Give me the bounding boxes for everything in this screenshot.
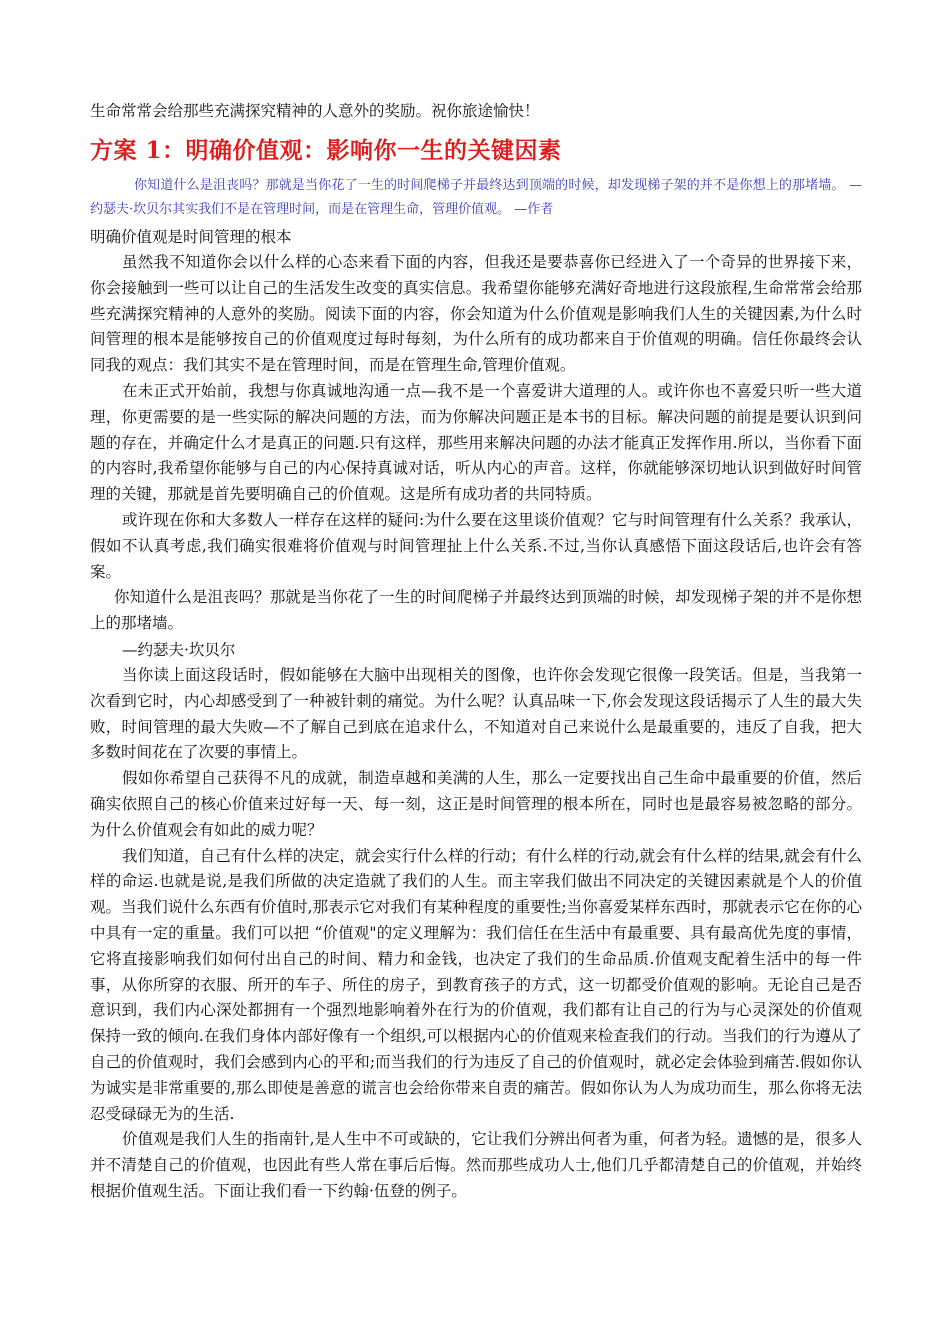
paragraph: 虽然我不知道你会以什么样的心态来看下面的内容，但我还是要恭喜你已经进入了一个奇异的世界接下来，你会接触到一些可以让自己的生活发生改变的真实信息。我希望你能够充满好奇地进行这段旅程,生命常常会给那些充满探究精神的人意外的奖励。阅读下面的内容，你会知道为什么价值观是影响我们人生的关键因素,为什么时间管理的根本是能够按自己的价值观度过每时每刻，为什么所有的成功都来自于价值观的明确。信任你最终会认同我的观点：我们其实不是在管理时间，而是在管理生命,管理价值观。 [90, 253, 862, 375]
paragraph: 价值观是我们人生的指南针,是人生中不可或缺的，它让我们分辨出何者为重，何者为轻。遗憾的是，很多人并不清楚自己的价值观，也因此有些人常在事后后悔。然而那些成功人士,他们几乎都清楚自己的价值观，并始终根据价值观生活。下面让我们看一下约翰·伍登的例子。 [90, 1130, 862, 1200]
section-heading: 方案 1：明确价值观：影响你一生的关键因素 [90, 137, 562, 164]
top-line: 生命常常会给那些充满探究精神的人意外的奖励。祝你旅途愉快！ [90, 102, 540, 120]
quote-attribution: —约瑟夫·坎贝尔 [122, 640, 236, 659]
document-page [90, 98, 862, 1205]
subheading: 明确价值观是时间管理的根本 [90, 228, 292, 246]
intro-quote: 你知道什么是沮丧吗？那就是当你花了一生的时间爬梯子并最终达到顶端的时候，却发现梯子架的并不是你想上的那堵墙。 —约瑟夫·坎贝尔其实我们不是在管理时间，而是在管理生命，管理价值观。 —作者 [90, 178, 862, 217]
paragraph: 或许现在你和大多数人一样存在这样的疑问:为什么要在这里谈价值观？它与时间管理有什么关系？我承认，假如不认真考虑,我们确实很难将价值观与时间管理扯上什么关系.不过,当你认真感悟下面这段话后,也许会有答案。 [90, 510, 862, 581]
quoted-paragraph: 你知道什么是沮丧吗？那就是当你花了一生的时间爬梯子并最终达到顶端的时候，却发现梯子架的并不是你想上的那堵墙。 [90, 588, 862, 633]
paragraph: 在未正式开始前，我想与你真诚地沟通一点—我不是一个喜爱讲大道理的人。或许你也不喜爱只听一些大道理，你更需要的是一些实际的解决问题的方法，而为你解决问题正是本书的目标。解决问题的前提是要认识到问题的存在，并确定什么才是真正的问题.只有这样，那些用来解决问题的办法才能真正发挥作用.所以，当你看下面的内容时,我希望你能够与自己的内心保持真诚对话，听从内心的声音。这样，你就能够深切地认识到做好时间管理的关键，那就是首先要明确自己的价值观。这是所有成功者的共同特质。 [90, 381, 862, 504]
paragraph: 当你读上面这段话时，假如能够在大脑中出现相关的图像，也许你会发现它很像一段笑话。但是，当我第一次看到它时，内心却感受到了一种被针刺的痛觉。为什么呢？认真品味一下,你会发现这段话揭示了人生的最大失败，时间管理的最大失败—不了解自己到底在追求什么，不知道对自己来说什么是最重要的，违反了自我，把大多数时间花在了次要的事情上。 [90, 665, 862, 762]
paragraph: 我们知道，自己有什么样的决定，就会实行什么样的行动；有什么样的行动,就会有什么样的结果,就会有什么样的命运.也就是说,是我们所做的决定造就了我们的人生。而主宰我们做出不同决定的关键因素就是个人的价值观。当我们说什么东西有价值时,那表示它对我们有某种程度的重要性;当你喜爱某样东西时，那就表示它在你的心中具有一定的重量。我们可以把 “价值观"的定义理解为：我们信任在生活中有最重要、具有最高优先度的事情，它将直接影响我们如何付出自己的时间、精力和金钱，也决定了我们的生命品质.价值观支配着生活中的每一件事，从你所穿的衣服、所开的车子、所住的房子，到教育孩子的方式，这一切都受价值观的影响。无论自己是否意识到，我们内心深处都拥有一个强烈地影响着外在行为的价值观，我们都有让自己的行为与心灵深处的价值观保持一致的倾向.在我们身体内部好像有一个组织,可以根据内心的价值观来检查我们的行动。当我们的行为遵从了自己的价值观时，我们会感到内心的平和;而当我们的行为违反了自己的价值观时，就必定会体验到痛苦.假如你认为诚实是非常重要的,那么即使是善意的谎言也会给你带来自责的痛苦。假如你认为人为成功而生，那么你将无法忍受碌碌无为的生活. [90, 846, 862, 1123]
paragraph: 假如你希望自己获得不凡的成就，制造卓越和美满的人生，那么一定要找出自己生命中最重要的价值，然后确实依照自己的核心价值来过好每一天、每一刻，这正是时间管理的根本所在，同时也是最容易被忽略的部分。为什么价值观会有如此的威力呢？ [90, 769, 862, 839]
